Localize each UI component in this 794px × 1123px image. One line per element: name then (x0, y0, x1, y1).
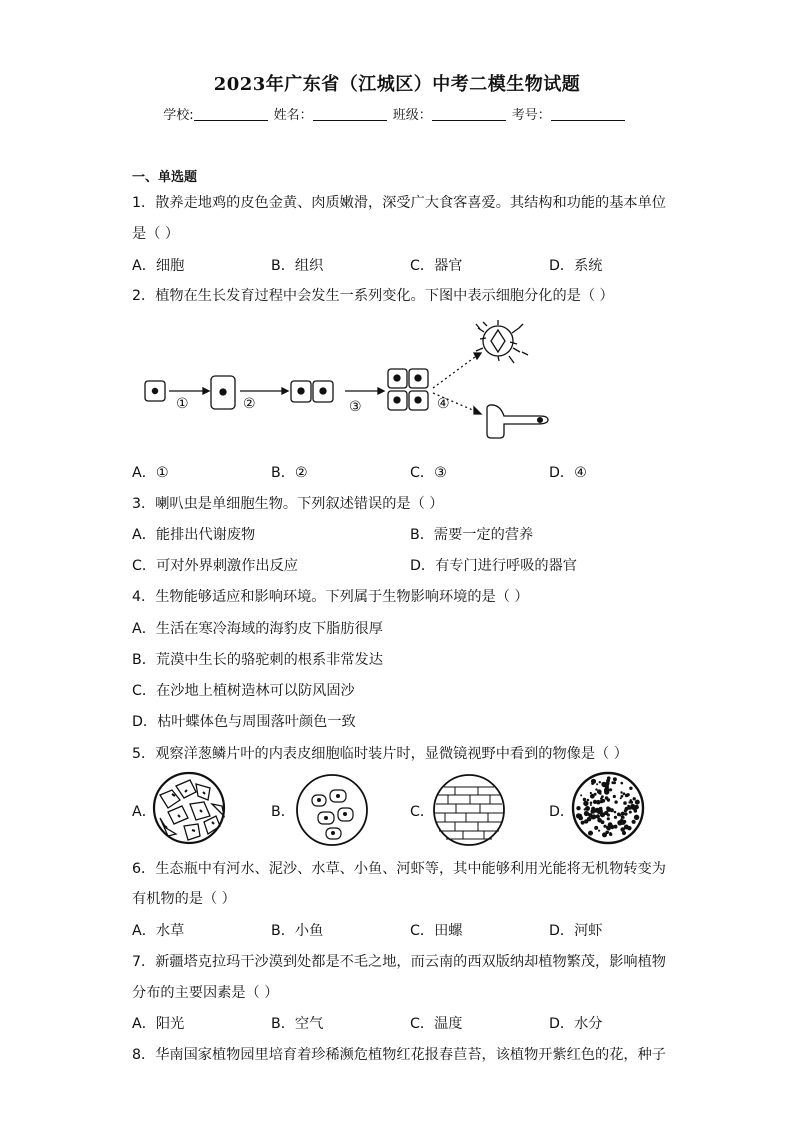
microscope-dot (613, 795, 616, 798)
microscope-dot (607, 776, 611, 780)
q1-option-b[interactable]: B．组织 (271, 258, 324, 274)
microscope-dot (583, 798, 586, 801)
microscope-dot (633, 821, 636, 824)
q1-option-d[interactable]: D．系统 (549, 258, 603, 274)
microscope-dot (587, 799, 590, 802)
microscope-dot (607, 798, 610, 801)
microscope-dot (597, 808, 603, 814)
microscope-dot (607, 813, 610, 816)
microscope-dot (611, 781, 614, 784)
q2-option-a[interactable]: A．① (132, 465, 169, 481)
microscope-dot (598, 830, 600, 832)
microscope-dot (628, 806, 632, 810)
microscope-dot (634, 815, 639, 820)
microscope-dot (601, 795, 604, 798)
microscope-dot (594, 793, 597, 796)
microscope-dot (593, 800, 597, 804)
step-1-label: ① (176, 396, 189, 412)
class-label: 班级： (392, 108, 432, 123)
microscope-view-b (297, 775, 367, 845)
microscope-dot (590, 792, 592, 794)
microscope-dot (626, 793, 629, 796)
microscope-dot (594, 826, 598, 830)
microscope-dot (583, 801, 588, 806)
microscope-dot (581, 821, 585, 825)
q2-option-d[interactable]: D．④ (549, 465, 587, 481)
microscope-dot (605, 784, 609, 788)
q3-option-a[interactable]: A．能排出代谢废物 (132, 527, 256, 543)
microscope-dot (624, 812, 628, 816)
microscope-view-a (154, 773, 224, 843)
microscope-dot (591, 815, 596, 820)
microscope-dot (606, 806, 610, 810)
q1-option-c[interactable]: C．器官 (410, 258, 463, 274)
q7-option-c[interactable]: C．温度 (410, 1016, 463, 1032)
microscope-view-c (434, 775, 504, 845)
microscope-dot (603, 825, 606, 828)
microscope-dot (623, 817, 625, 819)
q5-option-b[interactable]: B． (271, 804, 295, 820)
q7-stem-line2: 分布的主要因素是（ ） (132, 985, 279, 1001)
q6-option-d[interactable]: D．河虾 (549, 923, 603, 939)
microscope-dot (613, 777, 617, 781)
microscope-dot (585, 806, 589, 810)
q2-option-c[interactable]: C．③ (410, 465, 447, 481)
microscope-dot (623, 792, 626, 795)
microscope-dot (595, 788, 597, 790)
microscope-dot (590, 809, 595, 814)
microscope-dot (614, 816, 617, 819)
microscope-dot (590, 804, 592, 806)
q5-option-d[interactable]: D． (549, 804, 575, 820)
q3-option-b[interactable]: B．需要一定的营养 (410, 527, 534, 543)
microscope-dot (609, 788, 612, 791)
microscope-dot (587, 817, 592, 822)
microscope-dot (597, 789, 602, 794)
microscope-dot (632, 805, 635, 808)
q6-stem-line1: 6．生态瓶中有河水、泥沙、水草、小鱼、河虾等，其中能够利用光能将无机物转变为 (132, 861, 666, 877)
q4-option-a[interactable]: A．生活在寒冷海域的海豹皮下脂肪很厚 (132, 621, 383, 637)
microscope-dot (614, 800, 617, 803)
microscope-dot (629, 811, 632, 814)
q4-option-c[interactable]: C．在沙地上植树造林可以防风固沙 (132, 683, 355, 699)
name-label: 姓名： (273, 108, 313, 123)
step-2-label: ② (243, 396, 256, 412)
microscope-dot (599, 781, 601, 783)
microscope-dot (617, 820, 622, 825)
q6-option-b[interactable]: B．小鱼 (271, 923, 324, 939)
q6-option-c[interactable]: C．田螺 (410, 923, 463, 939)
microscope-dot (601, 820, 605, 824)
microscope-dot (629, 799, 632, 802)
microscope-dot (578, 816, 583, 821)
microscope-dot (610, 826, 612, 828)
q2-option-b[interactable]: B．② (271, 465, 308, 481)
microscope-dot (621, 782, 624, 785)
microscope-dot (635, 800, 640, 805)
microscope-dot (629, 787, 632, 790)
q7-option-a[interactable]: A．阳光 (132, 1016, 185, 1032)
microscope-dot (596, 783, 598, 785)
microscope-dot (614, 811, 617, 814)
microscope-dot (621, 812, 625, 816)
exam-no-label: 考号： (511, 108, 551, 123)
microscope-dot (624, 825, 629, 830)
microscope-dot (588, 831, 593, 836)
q5-option-c[interactable]: C． (410, 804, 435, 820)
microscope-dot (620, 818, 622, 820)
microscope-dot (579, 814, 581, 816)
q7-stem-line1: 7．新疆塔克拉玛干沙漠到处都是不毛之地，而云南的西双版纳却植物繁茂，影响植物 (132, 954, 666, 970)
microscope-dot (607, 817, 610, 820)
q5-option-a[interactable]: A． (132, 804, 156, 820)
microscope-dot (604, 811, 606, 813)
q8-stem-line1: 8．华南国家植物园里培育着珍稀濒危植物红花报春苣苔，该植物开紫红色的花，种子 (132, 1047, 666, 1063)
q3-option-c[interactable]: C．可对外界刺激作出反应 (132, 558, 298, 574)
q3-stem: 3．喇叭虫是单细胞生物。下列叙述错误的是（ ） (132, 496, 444, 512)
q6-stem-line2: 有机物的是（ ） (132, 891, 236, 907)
microscope-dot (622, 831, 626, 835)
q2-stem: 2．植物在生长发育过程中会发生一系列变化。下图中表示细胞分化的是（ ） (132, 288, 614, 304)
microscope-dot (580, 794, 582, 796)
q3-option-d[interactable]: D．有专门进行呼吸的器官 (410, 558, 577, 574)
page-title: 2023年广东省（江城区）中考二模生物试题 (213, 74, 581, 95)
q1-stem-line2: 是（ ） (132, 226, 180, 242)
microscope-dot (591, 779, 596, 784)
microscope-dot (604, 790, 606, 792)
school-label: 学校: (163, 108, 194, 123)
q7-option-b[interactable]: B．空气 (271, 1016, 324, 1032)
microscope-dot (634, 809, 638, 813)
q4-option-d[interactable]: D．枯叶蝶体色与周围落叶颜色一致 (132, 714, 356, 730)
step-3-label: ③ (349, 399, 362, 415)
microscope-dot (623, 801, 627, 805)
microscope-dot (584, 811, 589, 816)
microscope-dot (634, 805, 639, 810)
microscope-dot (576, 806, 580, 810)
q7-option-d[interactable]: D．水分 (549, 1016, 603, 1032)
q1-option-a[interactable]: A．细胞 (132, 258, 185, 274)
q4-option-b[interactable]: B．荒漠中生长的骆驼刺的根系非常发达 (132, 652, 383, 668)
q1-stem-line1: 1．散养走地鸡的皮色金黄、肉质嫩滑，深受广大食客喜爱。其结构和功能的基本单位 (132, 195, 666, 211)
q4-stem: 4．生物能够适应和影响环境。下列属于生物影响环境的是（ ） (132, 589, 529, 605)
microscope-dot (621, 795, 624, 798)
section-heading: 一、单选题 (132, 170, 198, 185)
microscope-dot (633, 797, 636, 800)
microscope-dot (590, 802, 593, 805)
step-4-label: ④ (437, 396, 450, 412)
microscope-dot (605, 831, 609, 835)
microscope-dot (631, 807, 633, 809)
q5-stem: 5．观察洋葱鳞片叶的内表皮细胞临时装片时，显微镜视野中看到的物像是（ ） (132, 746, 628, 762)
q6-option-a[interactable]: A．水草 (132, 923, 185, 939)
microscope-dot (620, 791, 622, 793)
microscope-dot (609, 833, 612, 836)
